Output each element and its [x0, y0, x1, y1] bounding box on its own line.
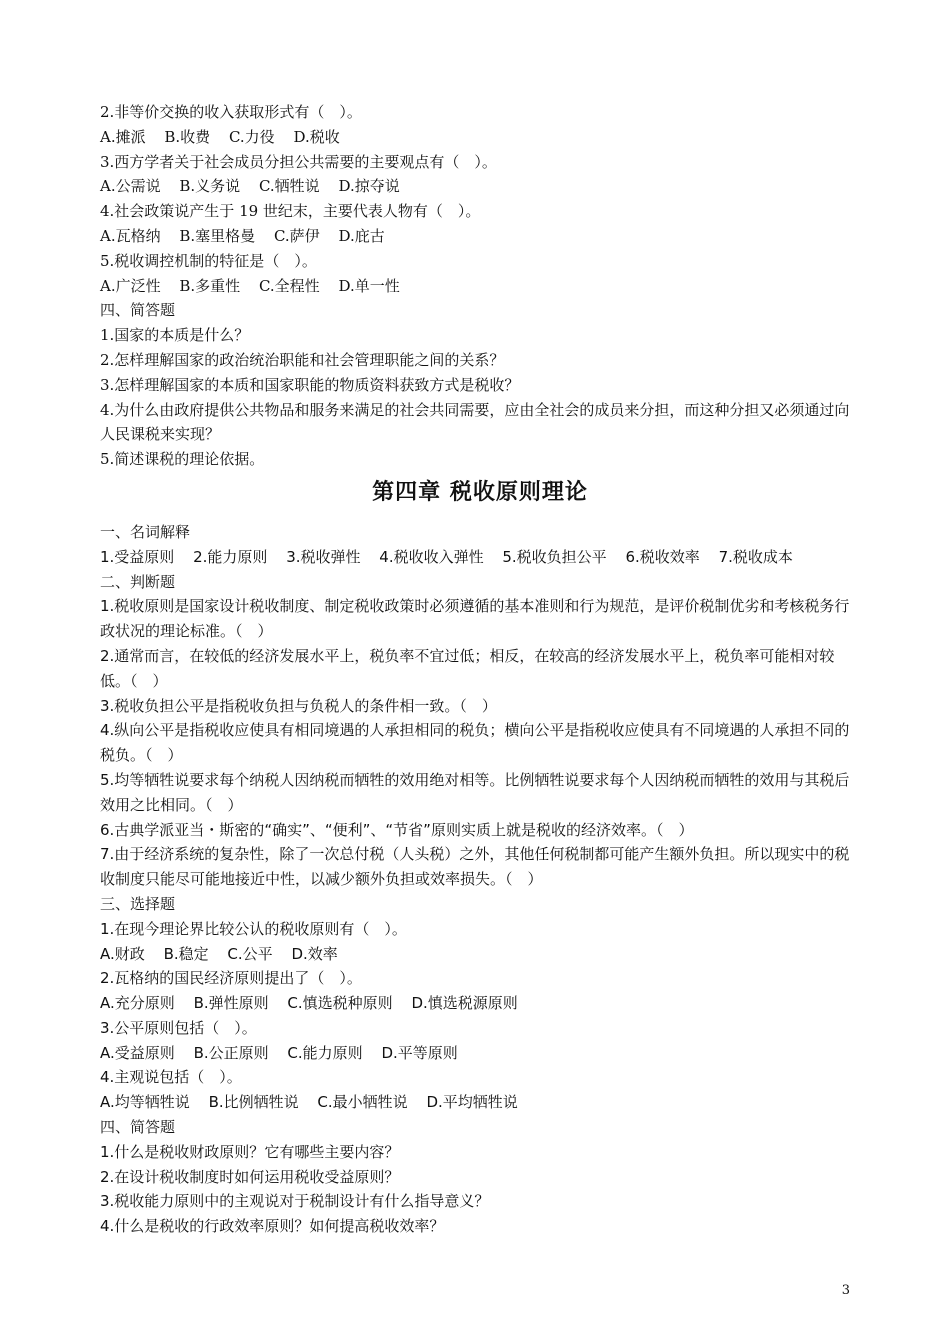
option-c: C.全程性: [258, 276, 320, 295]
option-b: B.弹性原则: [193, 994, 269, 1013]
section-heading-short-answer-ch4: 四、简答题: [100, 1118, 176, 1137]
choice-question-1: 1.在现今理论界比较公认的税收原则有（ ）。: [100, 919, 407, 938]
short-question-4: 4.什么是税收的行政效率原则？如何提高税收效率？: [100, 1217, 445, 1236]
option-d: D.掠夺说: [338, 177, 400, 196]
term-2: 2.能力原则: [193, 547, 268, 566]
question-3-options: [100, 174, 860, 199]
judge-question-7: 7.由于经济系统的复杂性，除了一次总付税（人头税）之外，其他任何税制都可能产生额外负担。所以现实中的税收制度只能尽可能地接近中性，以减少额外负担或效率损失。（ ）: [100, 845, 850, 889]
term-7: 7.税收成本: [718, 547, 793, 566]
question-4: 4.社会政策说产生于 19 世纪末，主要代表人物有（ ）。: [100, 202, 481, 221]
option-d: D.效率: [291, 944, 338, 963]
option-a: A.均等牺牲说: [100, 1093, 190, 1112]
choice-question-3: 3.公平原则包括（ ）。: [100, 1018, 257, 1037]
short-question-1: 1.什么是税收财政原则？它有哪些主要内容？: [100, 1142, 400, 1161]
option-d: D.单一性: [338, 276, 400, 295]
option-b: B.比例牺牲说: [208, 1093, 299, 1112]
short-question-3: 3.怎样理解国家的本质和国家职能的物质资料获致方式是税收？: [100, 375, 520, 394]
option-d: D.平等原则: [381, 1043, 458, 1062]
option-a: A.受益原则: [100, 1043, 175, 1062]
short-question-2: 2.怎样理解国家的政治统治职能和社会管理职能之间的关系？: [100, 350, 505, 369]
short-question-1: 1.国家的本质是什么？: [100, 326, 250, 345]
question-4-options: [100, 224, 860, 249]
section-heading-terms: 一、名词解释: [100, 522, 191, 541]
question-5-options: [100, 274, 860, 299]
term-3: 3.税收弹性: [286, 547, 361, 566]
option-c: C.力役: [228, 127, 275, 146]
option-b: B.稳定: [163, 944, 209, 963]
option-c: C.最小牺牲说: [317, 1093, 408, 1112]
judge-question-5: 5.均等牺牲说要求每个纳税人因纳税而牺牲的效用绝对相等。比例牺牲说要求每个人因纳税而牺牲的效用与其税后效用之比相同。（ ）: [100, 770, 850, 814]
question-2: 2.非等价交换的收入获取形式有（ ）。: [100, 103, 362, 121]
section-heading-choice: 三、选择题: [100, 894, 176, 913]
judge-question-6: 6.古典学派亚当・斯密的“确实”、“便利”、“节省”原则实质上就是税收的经济效率。（ ）: [100, 820, 694, 839]
choice-question-2-options: [100, 991, 860, 1016]
section-heading-short-answer: 四、简答题: [100, 301, 176, 320]
document-page: [100, 100, 860, 1239]
option-a: A.广泛性: [100, 276, 161, 295]
option-a: A.瓦格纳: [100, 226, 161, 245]
judge-question-4: 4.纵向公平是指税收应使具有相同境遇的人承担相同的税负；横向公平是指税收应使具有不同境遇的人承担不同的税负。（ ）: [100, 721, 850, 765]
option-c: C.公平: [227, 944, 273, 963]
option-b: B.收费: [164, 127, 211, 146]
short-question-4: 4.为什么由政府提供公共物品和服务来满足的社会共同需要，应由全社会的成员来分担，而这种分担又必须通过向人民课税来实现？: [100, 400, 850, 444]
term-1: 1.受益原则: [100, 547, 175, 566]
option-b: B.塞里格曼: [179, 226, 256, 245]
option-d: D.税收: [293, 127, 340, 146]
term-5: 5.税收负担公平: [502, 547, 607, 566]
choice-question-2: 2.瓦格纳的国民经济原则提出了（ ）。: [100, 969, 362, 988]
option-b: B.公正原则: [193, 1043, 269, 1062]
option-b: B.义务说: [179, 177, 241, 196]
option-c: C.牺牲说: [258, 177, 320, 196]
judge-question-1: 1.税收原则是国家设计税收制度、制定税收政策时必须遵循的基本准则和行为规范，是评价税制优劣和考核税务行政状况的理论标准。（ ）: [100, 597, 850, 641]
chapter-title: 第四章 税收原则理论: [372, 479, 588, 505]
short-question-3: 3.税收能力原则中的主观说对于税制设计有什么指导意义？: [100, 1192, 490, 1211]
option-d: D.平均牺牲说: [426, 1093, 518, 1112]
section-heading-true-false: 二、判断题: [100, 572, 176, 591]
option-a: A.充分原则: [100, 994, 175, 1013]
option-a: A.财政: [100, 944, 145, 963]
choice-question-4: 4.主观说包括（ ）。: [100, 1068, 242, 1087]
option-d: D.庇古: [338, 226, 385, 245]
choice-question-3-options: [100, 1041, 860, 1066]
terms-list: [100, 545, 860, 570]
question-3: 3.西方学者关于社会成员分担公共需要的主要观点有（ ）。: [100, 152, 497, 171]
term-6: 6.税收效率: [625, 547, 700, 566]
option-a: A.摊派: [100, 127, 146, 146]
question-5: 5.税收调控机制的特征是（ ）。: [100, 251, 317, 270]
option-c: C.萨伊: [273, 226, 320, 245]
choice-question-4-options: [100, 1090, 860, 1115]
judge-question-2: 2.通常而言，在较低的经济发展水平上，税负率不宜过低；相反，在较高的经济发展水平上，税负率可能相对较低。（ ）: [100, 646, 835, 690]
short-question-2: 2.在设计税收制度时如何运用税收受益原则？: [100, 1167, 400, 1186]
option-a: A.公需说: [100, 177, 161, 196]
question-2-options: [100, 125, 860, 150]
option-c: C.慎选税种原则: [287, 994, 393, 1013]
term-4: 4.税收收入弹性: [379, 547, 484, 566]
choice-question-1-options: [100, 942, 860, 967]
option-c: C.能力原则: [287, 1043, 363, 1062]
option-b: B.多重性: [179, 276, 241, 295]
judge-question-3: 3.税收负担公平是指税收负担与负税人的条件相一致。（ ）: [100, 696, 497, 715]
page-number: 3: [841, 1283, 850, 1298]
option-d: D.慎选税源原则: [411, 994, 518, 1013]
short-question-5: 5.简述课税的理论依据。: [100, 450, 265, 469]
